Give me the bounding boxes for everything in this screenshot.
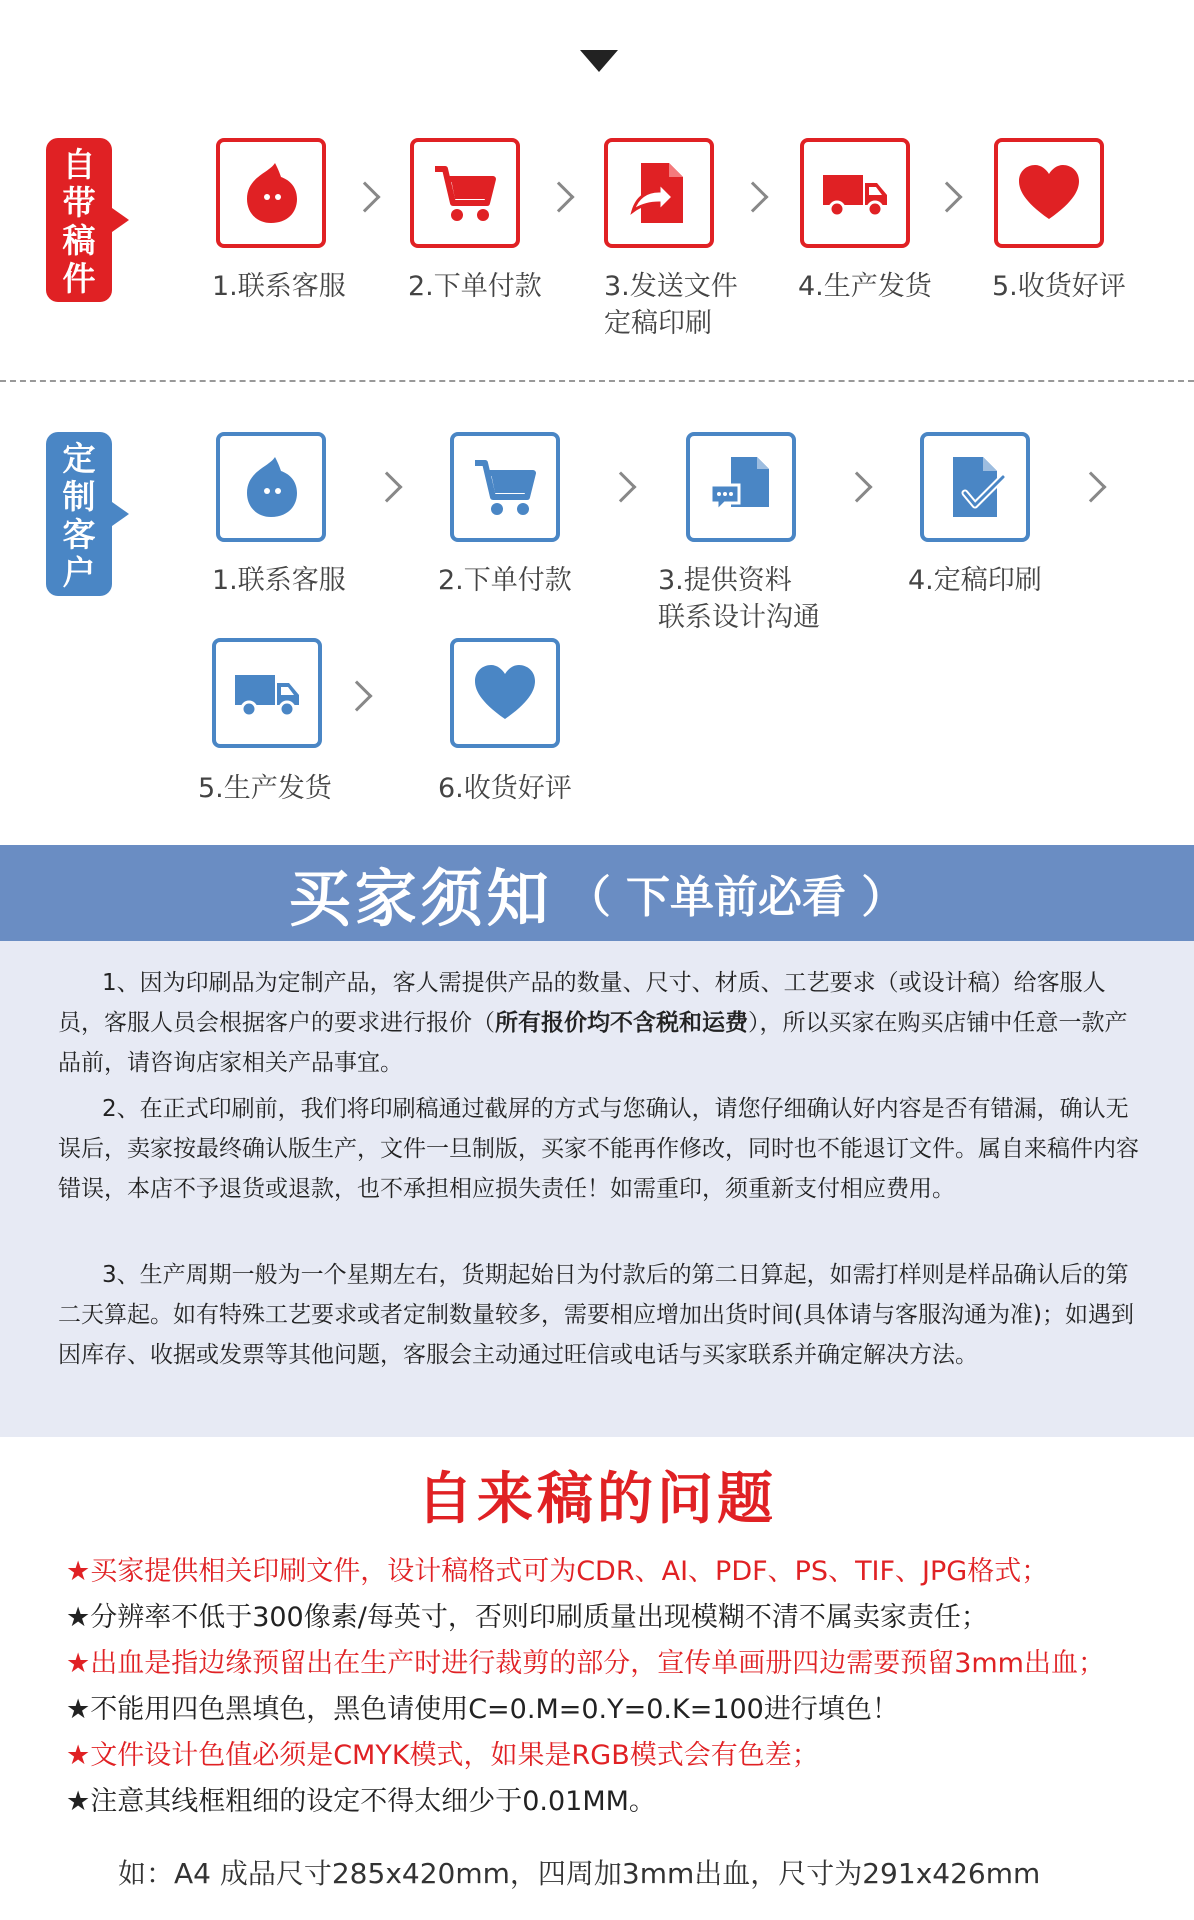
chevron-right-icon — [841, 471, 872, 502]
step-label: 6.收货好评 — [438, 773, 572, 804]
step-label: 2.下单付款 — [408, 271, 542, 302]
tag-char: 定 — [62, 439, 96, 478]
delivery-truck-icon — [819, 157, 891, 229]
step-label: 2.下单付款 — [438, 565, 572, 596]
step-send-file[interactable] — [604, 138, 714, 248]
step-review[interactable] — [994, 138, 1104, 248]
notice-text: 1、因为印刷品为定制产品，客人需提供产品的数量、尺寸、材质、工艺要求（或设计稿）给客服人员，客服人员会根据客户的要求进行报价（ — [58, 970, 1106, 1036]
tag-char: 客 — [62, 515, 96, 554]
step-label: 联系设计沟通 — [658, 602, 820, 633]
document-check-icon — [939, 451, 1011, 523]
notice-header — [0, 845, 1194, 941]
chevron-right-icon — [737, 181, 768, 212]
notice-emphasis: 所有报价均不含税和运费 — [495, 1010, 748, 1036]
step-provide-materials[interactable] — [686, 432, 796, 542]
tag-char: 户 — [62, 553, 96, 592]
tag-char: 稿 — [62, 221, 96, 260]
rule-item: ★出血是指边缘预留出在生产时进行裁剪的部分，宣传单画册四边需要预留3mm出血； — [66, 1648, 1105, 1679]
chevron-right-icon — [605, 471, 636, 502]
chevron-right-icon — [341, 680, 372, 711]
tag-char: 自 — [62, 145, 96, 184]
heart-icon — [469, 657, 541, 729]
down-arrow-icon — [580, 50, 618, 72]
step-produce-ship[interactable] — [800, 138, 910, 248]
shopping-cart-icon — [429, 157, 501, 229]
bleed-example: 如：A4 成品尺寸285x420mm，四周加3mm出血，尺寸为291x426mm — [118, 1857, 1041, 1890]
shopping-cart-icon — [469, 451, 541, 523]
tag-char: 制 — [62, 477, 96, 516]
step-label: 1.联系客服 — [212, 271, 346, 302]
step-label: 4.生产发货 — [798, 271, 932, 302]
section-divider — [0, 380, 1194, 382]
step-contact-service[interactable] — [216, 138, 326, 248]
chat-bubble-icon — [235, 157, 307, 229]
chevron-right-icon — [931, 181, 962, 212]
notice-text: ），所以买家在购买店铺中任意一款产品前，请咨询店家相关产品事宜。 — [58, 1010, 1128, 1076]
step-label: 3.提供资料 — [658, 565, 792, 596]
step-review[interactable] — [450, 638, 560, 748]
notice-paragraph-1 — [58, 963, 1144, 1083]
notice-subtitle: （ 下单前必看 ） — [566, 872, 906, 923]
chevron-right-icon — [349, 181, 380, 212]
file-send-icon — [623, 157, 695, 229]
notice-paragraph-3: 3、生产周期一般为一个星期左右，货期起始日为付款后的第二日算起，如需打样则是样品确认后的第二天算起。如有特殊工艺要求或者定制数量较多，需要相应增加出货时间(具体请与客服沟通为准)；如遇到因库存、收据或发票等其他问题，客服会主动通过旺信或电话与买家联系并确定解决方法。 — [58, 1262, 1134, 1368]
rule-item: ★文件设计色值必须是CMYK模式，如果是RGB模式会有色差； — [66, 1740, 819, 1771]
custom-tag — [46, 432, 112, 596]
step-label: 3.发送文件 — [604, 271, 738, 302]
chevron-right-icon — [543, 181, 574, 212]
step-label: 5.收货好评 — [992, 271, 1126, 302]
heart-icon — [1013, 157, 1085, 229]
step-finalize-print[interactable] — [920, 432, 1030, 542]
questions-title: 自来稿的问题 — [417, 1467, 777, 1532]
step-label: 1.联系客服 — [212, 565, 346, 596]
rule-item: ★不能用四色黑填色，黑色请使用C=0.M=0.Y=0.K=100进行填色！ — [66, 1694, 899, 1725]
document-chat-icon — [705, 451, 777, 523]
step-order-pay[interactable] — [410, 138, 520, 248]
rule-item: ★买家提供相关印刷文件，设计稿格式可为CDR、AI、PDF、PS、TIF、JPG格式； — [66, 1556, 1049, 1587]
chevron-right-icon — [371, 471, 402, 502]
tag-char: 件 — [62, 259, 96, 298]
rule-item: ★注意其线框粗细的设定不得太细少于0.01MM。 — [66, 1786, 656, 1817]
self-draft-tag — [46, 138, 112, 302]
step-produce-ship[interactable] — [212, 638, 322, 748]
chevron-right-icon — [1075, 471, 1106, 502]
notice-paragraph-2: 2、在正式印刷前，我们将印刷稿通过截屏的方式与您确认，请您仔细确认好内容是否有错漏，确认无误后，卖家按最终确认版生产，文件一旦制版，买家不能再作修改，同时也不能退订文件。属自来稿件内容错误，本店不予退货或退款，也不承担相应损失责任！如需重印，须重新支付相应费用。 — [58, 1096, 1139, 1202]
chat-bubble-icon — [235, 451, 307, 523]
step-label: 5.生产发货 — [198, 773, 332, 804]
notice-body — [0, 941, 1194, 1437]
notice-title: 买家须知 — [288, 861, 553, 935]
rule-item: ★分辨率不低于300像素/每英寸，否则印刷质量出现模糊不清不属卖家责任； — [66, 1602, 988, 1633]
step-contact-service[interactable] — [216, 432, 326, 542]
step-order-pay[interactable] — [450, 432, 560, 542]
delivery-truck-icon — [231, 657, 303, 729]
step-label: 定稿印刷 — [604, 308, 712, 339]
tag-char: 带 — [62, 183, 96, 222]
step-label: 4.定稿印刷 — [908, 565, 1042, 596]
